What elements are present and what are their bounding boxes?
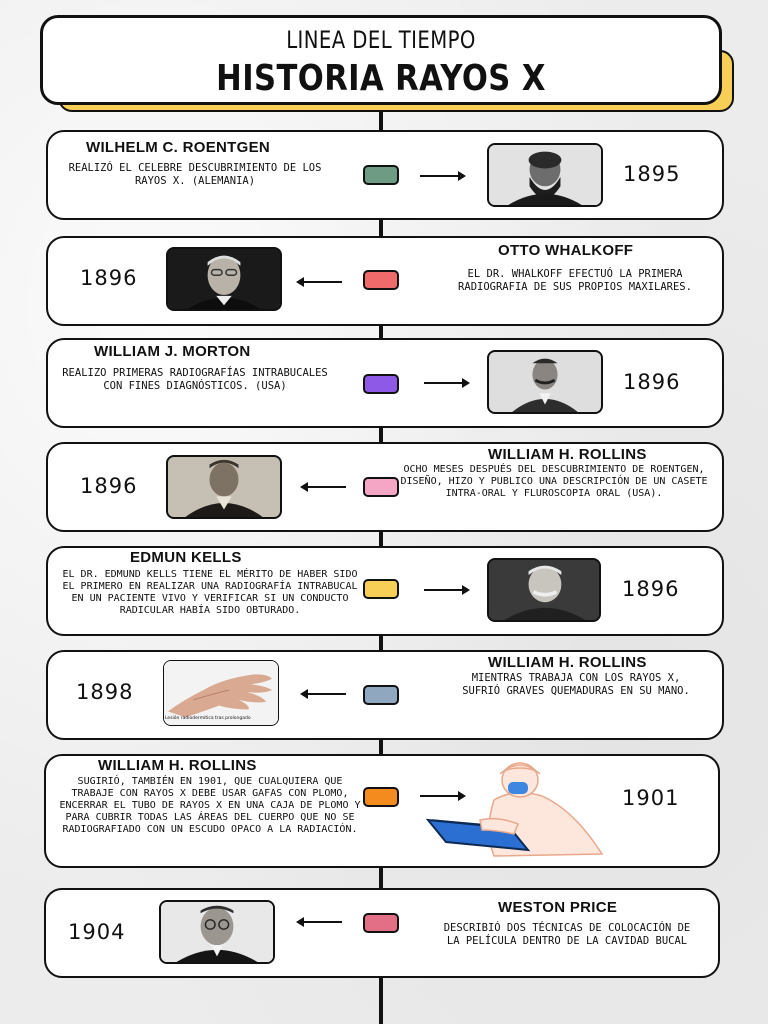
event-name: WILLIAM H. ROLLINS xyxy=(488,446,647,463)
event-year: 1896 xyxy=(622,577,680,601)
portrait-photo xyxy=(166,455,282,519)
arrow-left-icon xyxy=(298,281,342,283)
timeline-marker xyxy=(363,165,399,185)
title-box xyxy=(40,15,722,105)
timeline-marker xyxy=(363,270,399,290)
event-year: 1896 xyxy=(80,266,138,290)
event-year: 1901 xyxy=(622,786,680,810)
event-description: EL DR. EDMUND KELLS TIENE EL MÉRITO DE HABER SIDO EL PRIMERO EN REALIZAR UNA RADIOGRAFÍA INTRABUCAL EN UN PACIENTE VIVO Y VERIFICAR SI UN CONDUCTO RADICULAR HABÍA SIDO OBTURADO. xyxy=(62,569,358,616)
timeline-marker xyxy=(363,913,399,933)
event-name: WILLIAM H. ROLLINS xyxy=(98,757,257,774)
event-name: WESTON PRICE xyxy=(498,899,618,916)
event-name: WILLIAM J. MORTON xyxy=(94,343,251,360)
event-name: EDMUN KELLS xyxy=(130,549,242,566)
title-line-2: HISTORIA RAYOS X xyxy=(216,58,546,99)
arrow-left-icon xyxy=(298,921,342,923)
event-description: DESCRIBIÓ DOS TÉCNICAS DE COLOCACIÓN DE LA PELÍCULA DENTRO DE LA CAVIDAD BUCAL xyxy=(443,922,691,947)
event-year: 1895 xyxy=(623,162,681,186)
arrow-left-icon xyxy=(302,693,346,695)
event-description: MIENTRAS TRABAJA CON LOS RAYOS X, SUFRIÓ GRAVES QUEMADURAS EN SU MANO. xyxy=(462,672,690,697)
arrow-right-icon xyxy=(424,382,468,384)
event-description: EL DR. WHALKOFF EFECTUÓ LA PRIMERA RADIOGRAFIA DE SUS PROPIOS MAXILARES. xyxy=(458,268,692,293)
timeline-marker xyxy=(363,787,399,807)
event-year: 1896 xyxy=(80,474,138,498)
timeline-marker xyxy=(363,579,399,599)
arrow-right-icon xyxy=(420,175,464,177)
doctor-illustration xyxy=(424,760,610,858)
event-year: 1896 xyxy=(623,370,681,394)
arrow-left-icon xyxy=(302,486,346,488)
portrait-photo xyxy=(166,247,282,311)
photo-caption: Lesión radiodermítica tras prolongado xyxy=(165,716,251,721)
event-year: 1904 xyxy=(68,920,126,944)
event-description: REALIZO PRIMERAS RADIOGRAFÍAS INTRABUCALES CON FINES DIAGNÓSTICOS. (USA) xyxy=(62,367,328,392)
portrait-photo xyxy=(487,350,603,414)
timeline-marker xyxy=(363,477,399,497)
event-description: OCHO MESES DESPUÉS DEL DESCUBRIMIENTO DE ROENTGEN, DISEÑO, HIZO Y PUBLICO UNA DESCRIPCIÓN DE UN CASETE INTRA-ORAL Y FLUROSCOPIA ORAL (USA). xyxy=(400,464,708,499)
portrait-photo xyxy=(487,558,601,622)
title-line-1: LINEA DEL TIEMPO xyxy=(286,26,476,54)
event-description: REALIZÓ EL CELEBRE DESCUBRIMIENTO DE LOS RAYOS X. (ALEMANIA) xyxy=(68,162,322,187)
event-name: WILHELM C. ROENTGEN xyxy=(86,139,271,156)
portrait-photo xyxy=(487,143,603,207)
event-name: WILLIAM H. ROLLINS xyxy=(488,654,647,671)
event-description: SUGIRIÓ, TAMBIÉN EN 1901, QUE CUALQUIERA QUE TRABAJE CON RAYOS X DEBE USAR GAFAS CON PLOMO, ENCERRAR EL TUBO DE RAYOS X EN UNA CAJA DE PLOMO Y PARA CUBRIR TODAS LAS ÁREAS DEL CUERPO QUE NO SE RADIOGRAFIADO CON UN ESCUDO OPACO A LA RADIACIÓN. xyxy=(59,776,361,835)
event-name: OTTO WHALKOFF xyxy=(498,242,634,259)
arrow-right-icon xyxy=(424,589,468,591)
timeline-marker xyxy=(363,374,399,394)
portrait-photo xyxy=(159,900,275,964)
timeline-marker xyxy=(363,685,399,705)
event-year: 1898 xyxy=(76,680,134,704)
